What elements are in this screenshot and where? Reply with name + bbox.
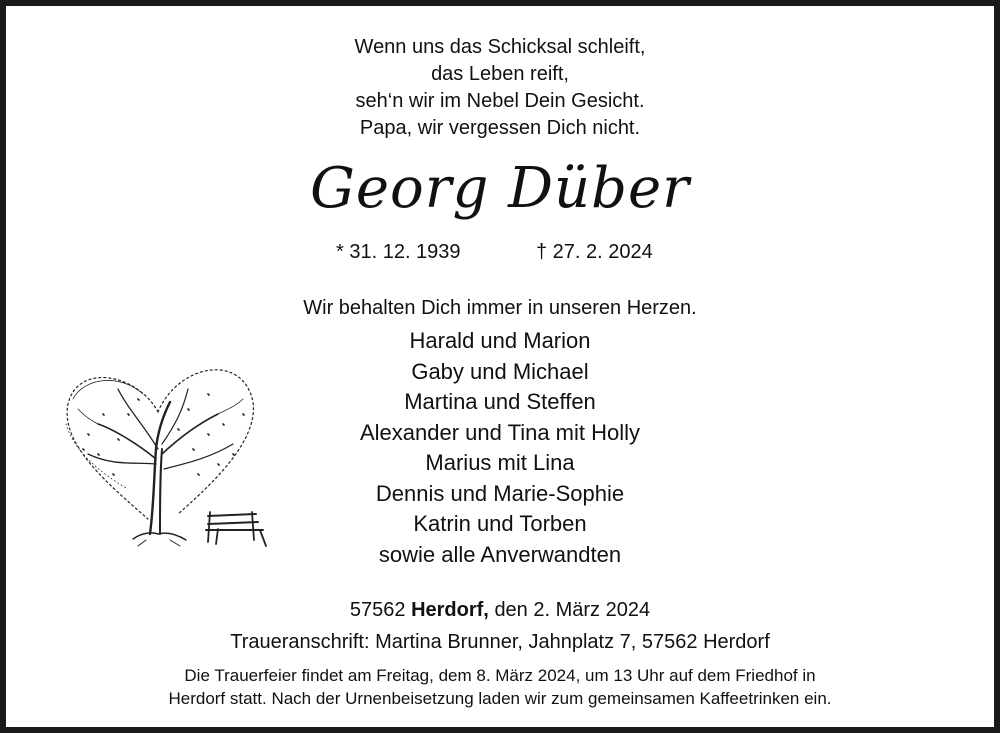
family-member: Marius mit Lina <box>425 450 575 475</box>
family-member: Gaby und Michael <box>411 358 589 384</box>
postcode: 57562 <box>349 599 406 621</box>
family-member: sowie alle Anverwandten <box>378 541 622 567</box>
death-date: † 27. 2. 2024 <box>536 241 653 263</box>
poem-line: das Leben reift, <box>431 63 569 85</box>
poem-line: seh‘n wir im Nebel Dein Gesicht. <box>355 90 645 112</box>
family-member: Katrin und Torben <box>413 511 587 536</box>
family-member: Harald und Marion <box>409 328 591 353</box>
family-member: Alexander und Tina mit Holly <box>359 419 641 445</box>
place-and-date <box>6 596 994 624</box>
poem-line: Wenn uns das Schicksal schleift, <box>354 36 646 58</box>
funeral-notice <box>6 664 994 710</box>
notice-line: Die Trauerfeier findet am Freitag, dem 8. März 2024, um 13 Uhr auf dem Friedhof in <box>184 666 816 685</box>
poem-line: Papa, wir vergessen Dich nicht. <box>359 117 641 139</box>
motto: Wir behalten Dich immer in unseren Herzen. <box>303 297 697 319</box>
poem <box>6 34 994 142</box>
family-member: Martina und Steffen <box>404 389 596 414</box>
birth-date: * 31. 12. 1939 <box>336 241 461 263</box>
notice-line: Herdorf statt. Nach der Urnenbeisetzung laden wir zum gemeinsamen Kaffeetrinken ein. <box>168 689 832 708</box>
deceased-name: Georg Düber <box>310 156 690 221</box>
heart-tree-with-bench-icon <box>58 354 278 554</box>
town: Herdorf, <box>411 599 489 621</box>
family-member: Dennis und Marie-Sophie <box>375 480 625 506</box>
notice-date: den 2. März 2024 <box>494 599 651 621</box>
mourning-address: Traueranschrift: Martina Brunner, Jahnplatz 7, 57562 Herdorf <box>230 631 770 653</box>
